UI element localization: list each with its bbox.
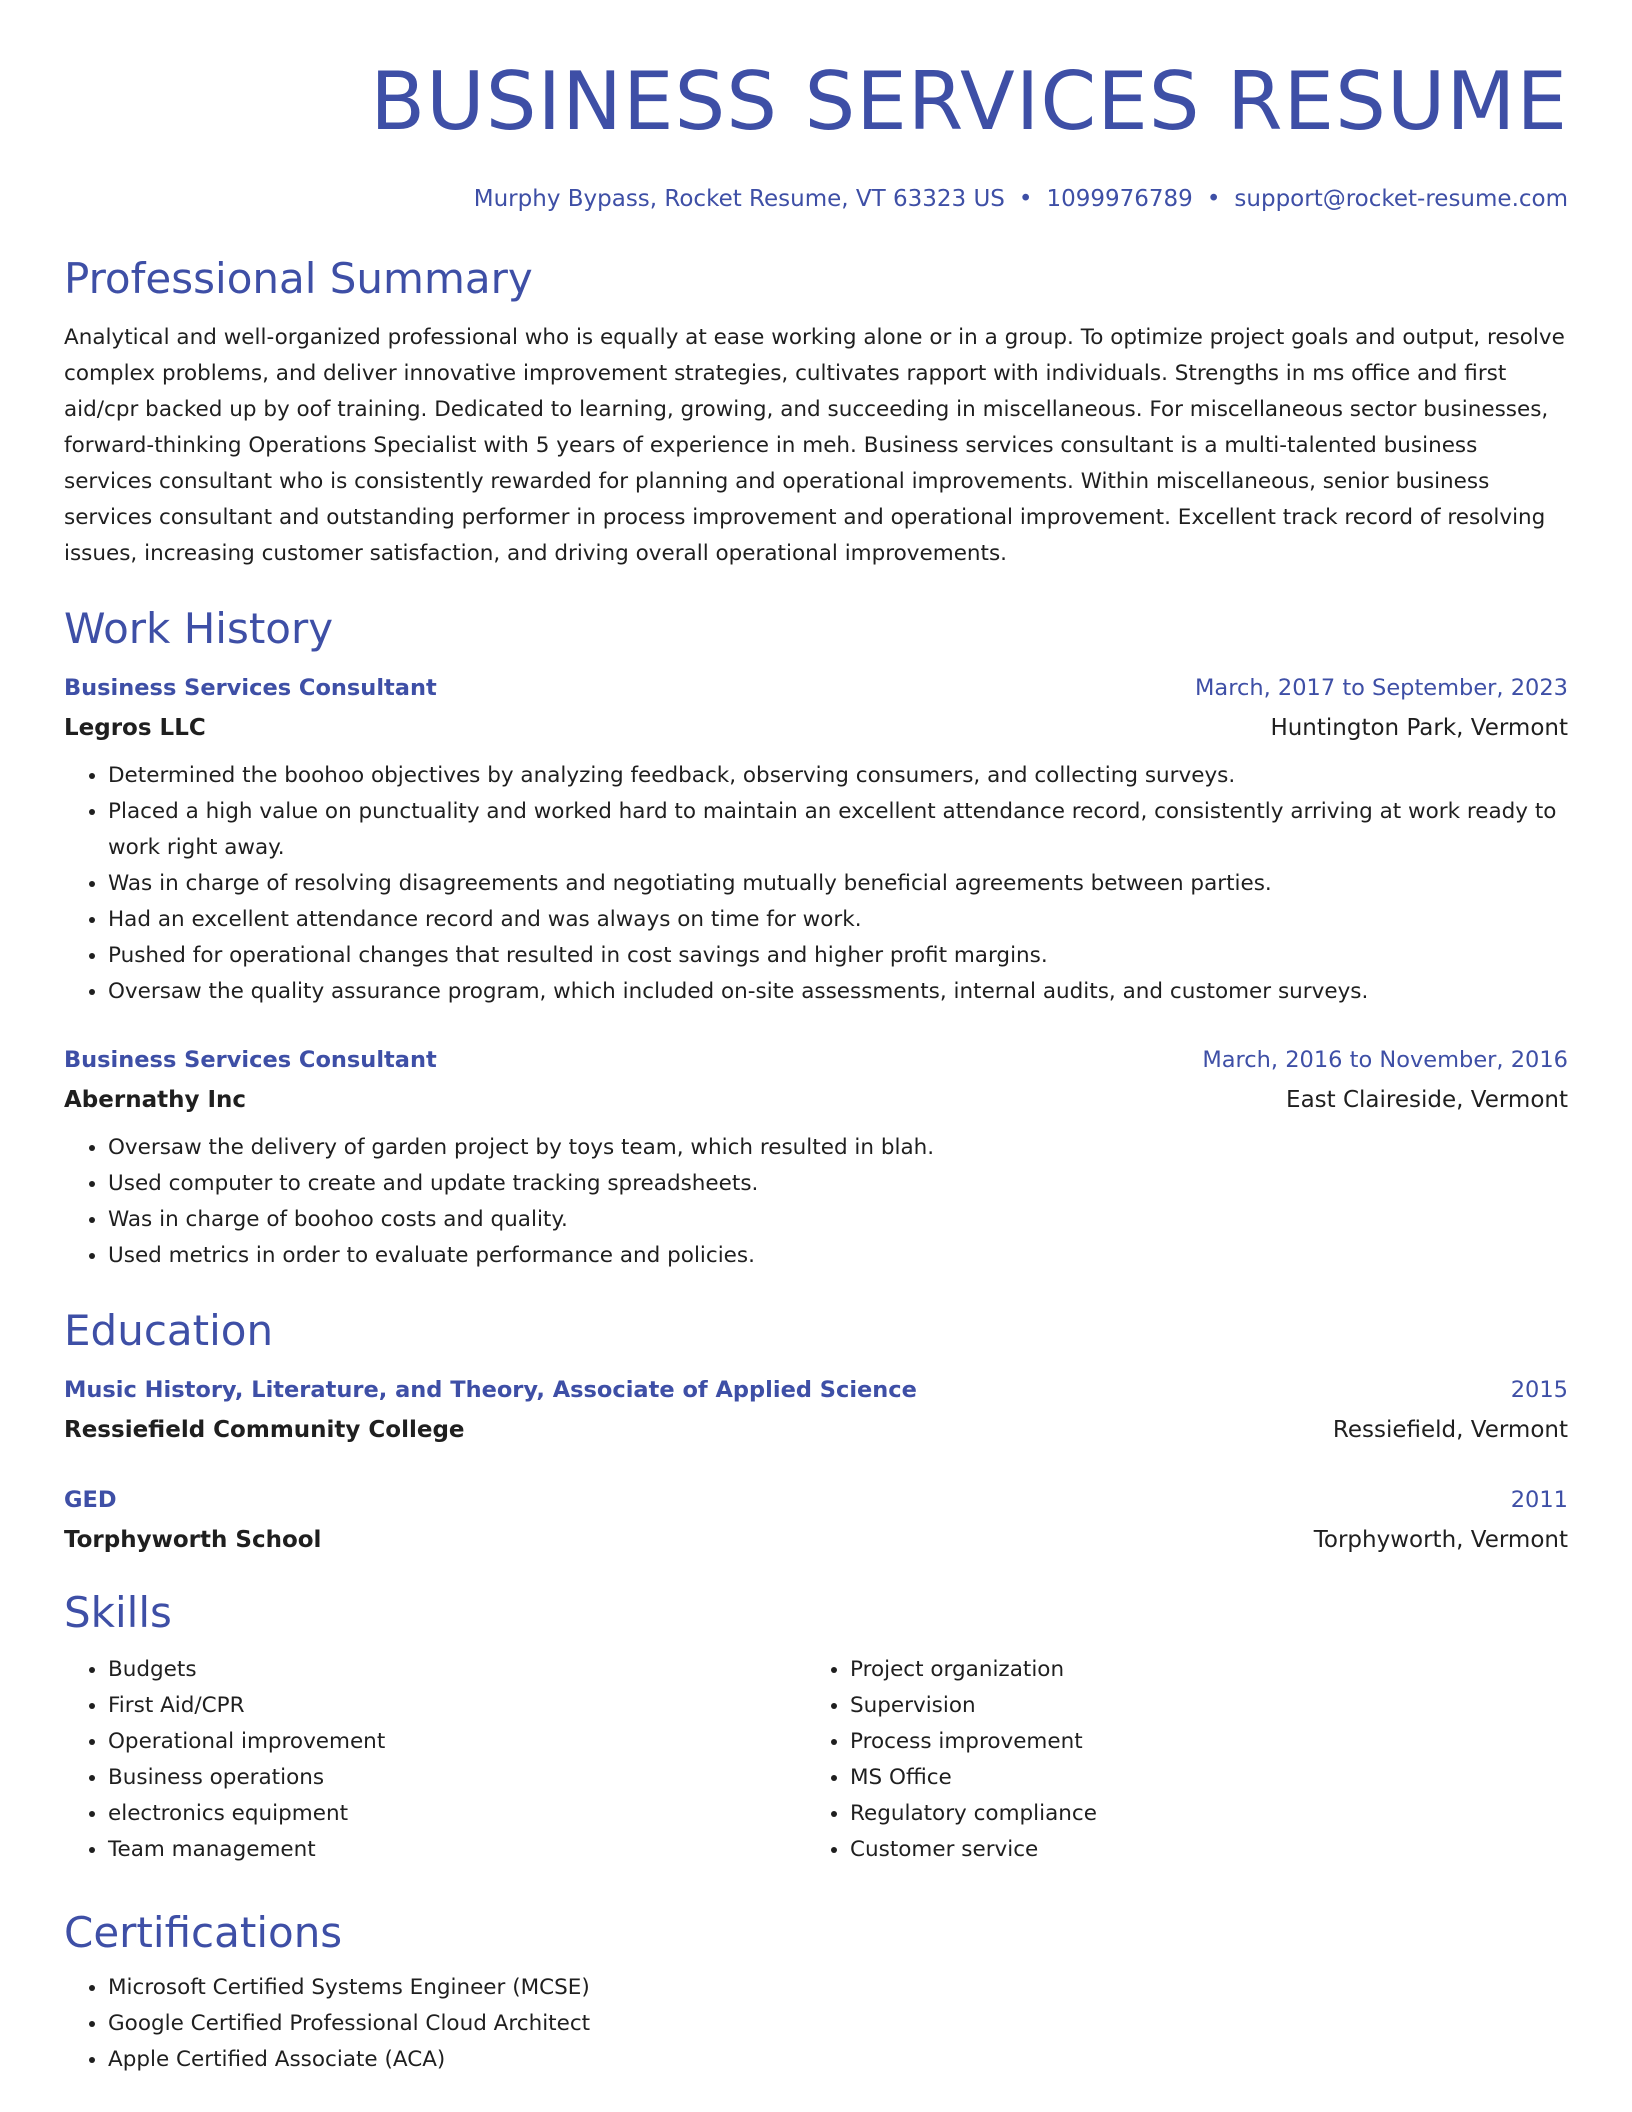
- list-item: • Supervision: [850, 1688, 1548, 1724]
- skills-heading: Skills: [64, 1588, 172, 1637]
- skills-grid: [64, 1652, 1568, 1868]
- education-degree: GED: [64, 1487, 117, 1513]
- list-item: • Customer service: [850, 1832, 1548, 1868]
- education-entry: [64, 1370, 1568, 1450]
- education-degree: Music History, Literature, and Theory, Associate of Applied Science: [64, 1377, 917, 1403]
- resume-title: BUSINESS SERVICES RESUME: [370, 55, 1568, 148]
- education-school: Ressiefield Community College: [64, 1417, 465, 1443]
- list-item: • Project organization: [850, 1652, 1548, 1688]
- job-location: Huntington Park, Vermont: [1270, 715, 1568, 741]
- list-item: • First Aid/CPR: [108, 1688, 806, 1724]
- job-company: Abernathy Inc: [64, 1087, 247, 1113]
- job-title: Business Services Consultant: [64, 675, 437, 701]
- education-location: Torphyworth, Vermont: [1313, 1527, 1568, 1553]
- list-item: • MS Office: [850, 1760, 1548, 1796]
- skills-left-column: [64, 1652, 806, 1868]
- list-item: • Had an excellent attendance record and was always on time for work.: [108, 902, 1568, 938]
- list-item: • electronics equipment: [108, 1796, 806, 1832]
- education-location: Ressiefield, Vermont: [1332, 1417, 1568, 1443]
- job-location: East Claireside, Vermont: [1286, 1087, 1568, 1113]
- list-item: • Business operations: [108, 1760, 806, 1796]
- list-item: • Google Certified Professional Cloud Architect: [108, 2006, 1568, 2042]
- list-item: • Team management: [108, 1832, 806, 1868]
- contact-phone: 1099976789: [1046, 186, 1193, 212]
- list-item: • Pushed for operational changes that resulted in cost savings and higher profit margins.: [108, 938, 1568, 974]
- resume-header: [64, 0, 1568, 216]
- job-bullets: [64, 758, 1568, 1010]
- contact-separator: •: [1018, 186, 1033, 212]
- list-item: • Apple Certified Associate (ACA): [108, 2042, 1568, 2078]
- education-entry: [64, 1480, 1568, 1560]
- list-item: • Used computer to create and update tracking spreadsheets.: [108, 1166, 1568, 1202]
- skills-right-column: [806, 1652, 1548, 1868]
- job-entry: [64, 1040, 1568, 1274]
- list-item: • Budgets: [108, 1652, 806, 1688]
- contact-address: Murphy Bypass, Rocket Resume, VT 63323 US: [473, 186, 1005, 212]
- contact-email[interactable]: support@rocket-resume.com: [1234, 186, 1568, 212]
- education-school: Torphyworth School: [64, 1527, 322, 1553]
- work-history-heading: Work History: [64, 604, 334, 653]
- education-heading: Education: [64, 1306, 274, 1355]
- summary-text: Analytical and well-organized professional who is equally at ease working alone or in a group. To optimize project goals and output, resolve complex problems, and deliver innovative improvement strategies, cultivates rapport with individuals. Strengths in ms office and first aid/cpr backed up by oof training. Dedicated to learning, growing, and succeeding in miscellaneous. For miscellaneous sector businesses, forward-thinking Operations Specialist with 5 years of experience in meh. Business services consultant is a multi-talented business services consultant who is consistently rewarded for planning and operational improvements. Within miscellaneous, senior business services consultant and outstanding performer in process improvement and operational improvement. Excellent track record of resolving issues, increasing customer satisfaction, and driving overall operational improvements.: [64, 325, 1565, 566]
- education-year: 2011: [1510, 1487, 1568, 1513]
- education-year: 2015: [1510, 1377, 1568, 1403]
- list-item: • Oversaw the delivery of garden project by toys team, which resulted in blah.: [108, 1130, 1568, 1166]
- job-entry: [64, 668, 1568, 1010]
- list-item: • Microsoft Certified Systems Engineer (MCSE): [108, 1970, 1568, 2006]
- list-item: • Process improvement: [850, 1724, 1548, 1760]
- contact-line: [64, 182, 1568, 216]
- job-dates: March, 2016 to November, 2016: [1202, 1047, 1568, 1073]
- job-title: Business Services Consultant: [64, 1047, 437, 1073]
- job-bullets: [64, 1130, 1568, 1274]
- certifications-heading: Certifications: [64, 1908, 343, 1957]
- list-item: • Operational improvement: [108, 1724, 806, 1760]
- list-item: • Placed a high value on punctuality and worked hard to maintain an excellent attendance record, consistently arriving at work ready to work right away.: [108, 794, 1568, 866]
- job-company: Legros LLC: [64, 715, 206, 741]
- list-item: • Regulatory compliance: [850, 1796, 1548, 1832]
- contact-separator: •: [1206, 186, 1221, 212]
- list-item: • Determined the boohoo objectives by analyzing feedback, observing consumers, and collecting surveys.: [108, 758, 1568, 794]
- list-item: • Was in charge of boohoo costs and quality.: [108, 1202, 1568, 1238]
- list-item: • Was in charge of resolving disagreements and negotiating mutually beneficial agreements between parties.: [108, 866, 1568, 902]
- certifications-list: [64, 1970, 1568, 2078]
- job-dates: March, 2017 to September, 2023: [1195, 675, 1568, 701]
- summary-heading: Professional Summary: [64, 254, 533, 303]
- list-item: • Oversaw the quality assurance program, which included on-site assessments, internal audits, and customer surveys.: [108, 974, 1568, 1010]
- resume-page: [64, 0, 1568, 2078]
- list-item: • Used metrics in order to evaluate performance and policies.: [108, 1238, 1568, 1274]
